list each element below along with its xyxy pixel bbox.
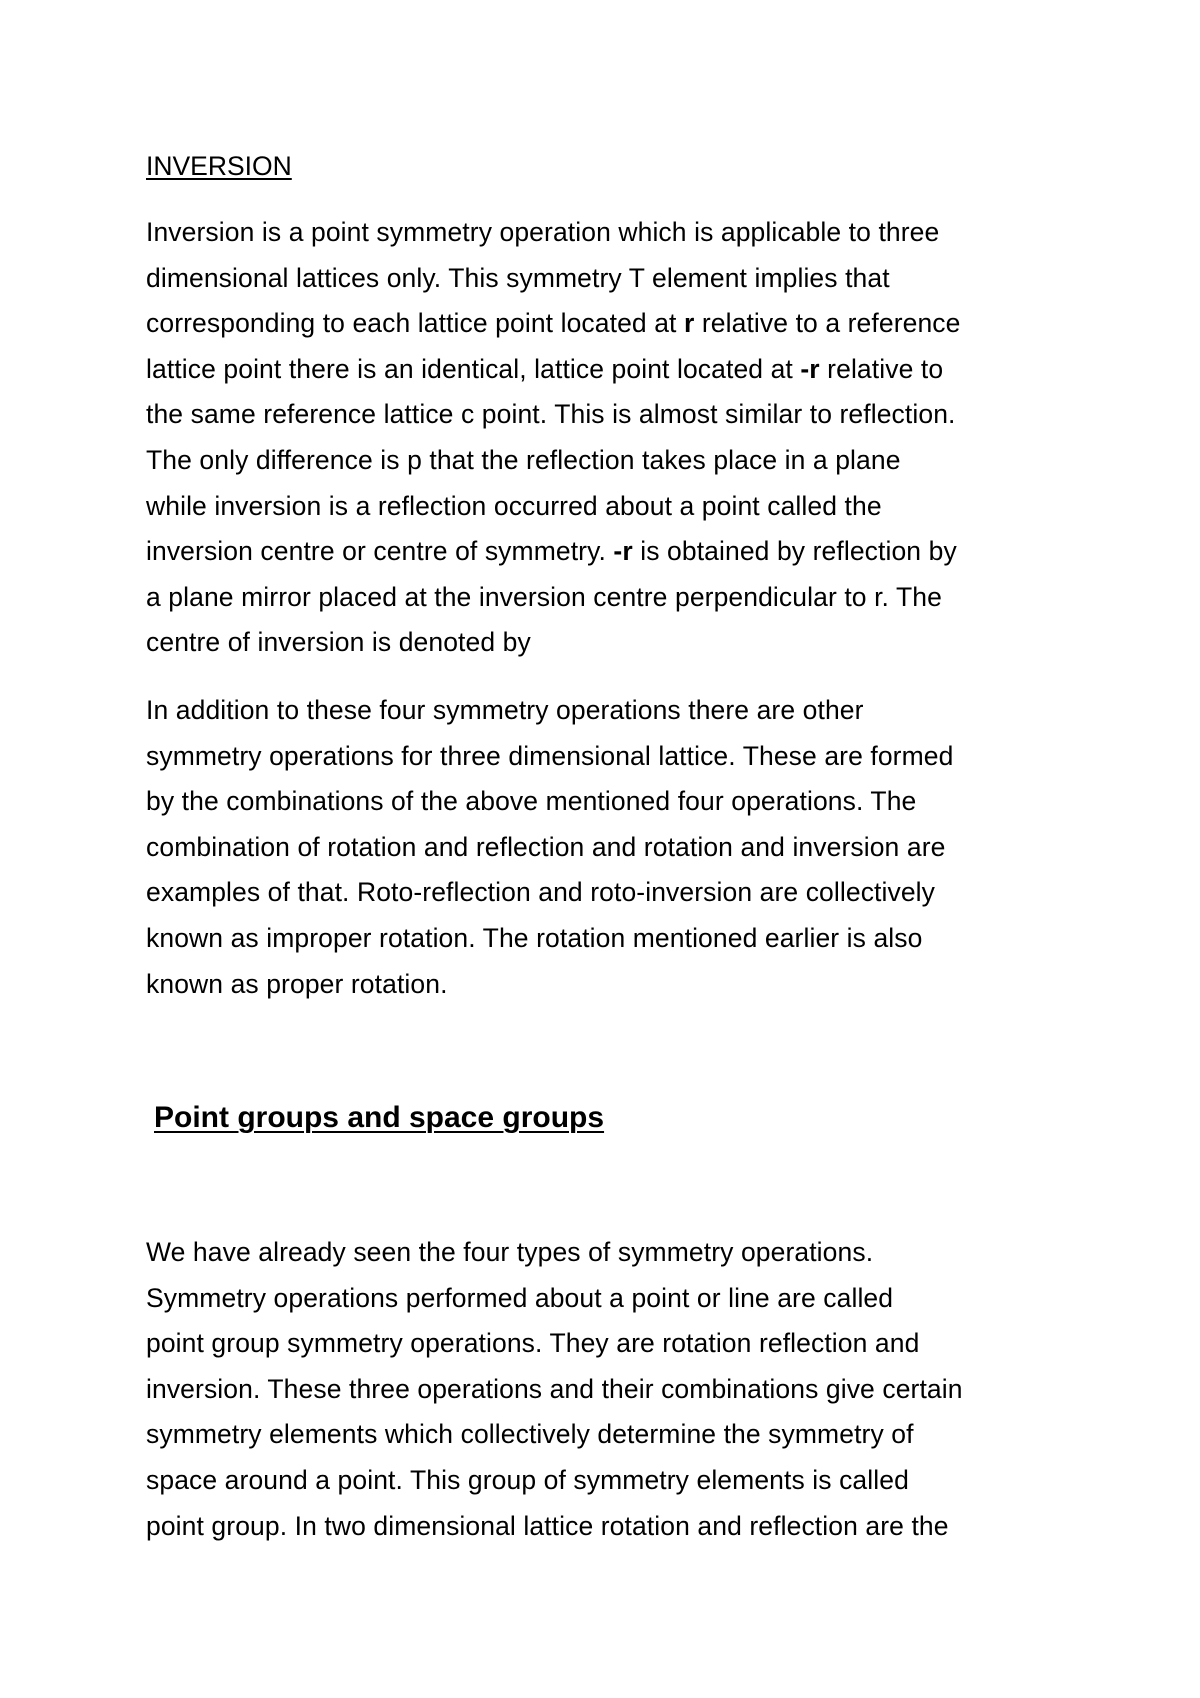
text-line xyxy=(146,1464,909,1496)
text-run: We have already seen the four types of symmetry operations. xyxy=(146,1237,874,1267)
text-line xyxy=(146,581,942,613)
text-line xyxy=(146,1373,963,1405)
bold-run: r xyxy=(684,308,695,339)
text-run: In addition to these four symmetry operations there are other xyxy=(146,695,864,725)
bold-run: -r xyxy=(613,536,633,567)
text-run: relative to a reference xyxy=(694,308,961,339)
text-line xyxy=(146,262,890,294)
text-line xyxy=(146,444,901,476)
text-run: The only difference is p that the reflection takes place in a plane xyxy=(146,445,901,475)
text-line xyxy=(146,307,961,339)
text-line xyxy=(146,398,956,430)
text-line xyxy=(146,968,448,1000)
text-run: a plane mirror placed at the inversion centre perpendicular to r. The xyxy=(146,581,942,612)
text-line xyxy=(146,626,531,658)
text-run: known as improper rotation. The rotation mentioned earlier is also xyxy=(146,923,923,953)
text-line xyxy=(146,831,945,863)
text-run: lattice point there is an identical, lattice point located at xyxy=(146,353,801,384)
text-run: Inversion is a point symmetry operation which is applicable to three xyxy=(146,217,940,247)
text-line xyxy=(146,535,957,567)
text-run: while inversion is a reflection occurred about a point called the xyxy=(146,490,882,521)
text-line xyxy=(146,694,864,726)
text-run: centre of inversion is denoted by xyxy=(146,627,531,658)
text-line xyxy=(146,876,935,908)
text-run: inversion centre or centre of symmetry. xyxy=(146,536,614,567)
text-run: examples of that. Roto-reflection and roto-inversion are collectively xyxy=(146,877,936,908)
text-run: known as proper rotation. xyxy=(146,968,448,999)
text-run: inversion. These three operations and their combinations give certain xyxy=(146,1373,963,1404)
text-run: point group. In two dimensional lattice rotation and reflection are the xyxy=(146,1510,949,1541)
inversion-heading: INVERSION xyxy=(146,151,292,181)
text-line xyxy=(146,1510,949,1542)
text-run: point group symmetry operations. They are rotation reflection and xyxy=(146,1328,920,1359)
text-line xyxy=(146,216,939,248)
text-line xyxy=(146,785,916,817)
text-run: dimensional lattices only. This symmetry T element implies that xyxy=(146,262,890,293)
text-line xyxy=(146,353,943,385)
text-run: relative to xyxy=(819,353,944,384)
text-line xyxy=(146,1282,893,1314)
text-line xyxy=(146,1418,914,1450)
text-run: corresponding to each lattice point located at xyxy=(146,308,684,339)
text-run: space around a point. This group of symmetry elements is called xyxy=(146,1465,909,1495)
text-line xyxy=(146,1236,873,1268)
text-line xyxy=(146,1327,919,1359)
point-groups-heading: Point groups and space groups xyxy=(154,1101,605,1134)
text-line xyxy=(146,922,922,954)
text-run: by the combinations of the above mentioned four operations. The xyxy=(146,786,917,817)
text-run: symmetry elements which collectively determine the symmetry of xyxy=(146,1419,914,1450)
text-run: combination of rotation and reflection and rotation and inversion are xyxy=(146,831,946,862)
text-run: is obtained by reflection by xyxy=(632,536,957,567)
text-run: the same reference lattice c point. This is almost similar to reflection. xyxy=(146,399,956,430)
text-line xyxy=(146,740,953,772)
text-line xyxy=(146,490,882,522)
bold-run: -r xyxy=(800,353,820,384)
text-run: symmetry operations for three dimensional lattice. These are formed xyxy=(146,740,954,771)
text-run: Symmetry operations performed about a point or line are called xyxy=(146,1282,894,1313)
